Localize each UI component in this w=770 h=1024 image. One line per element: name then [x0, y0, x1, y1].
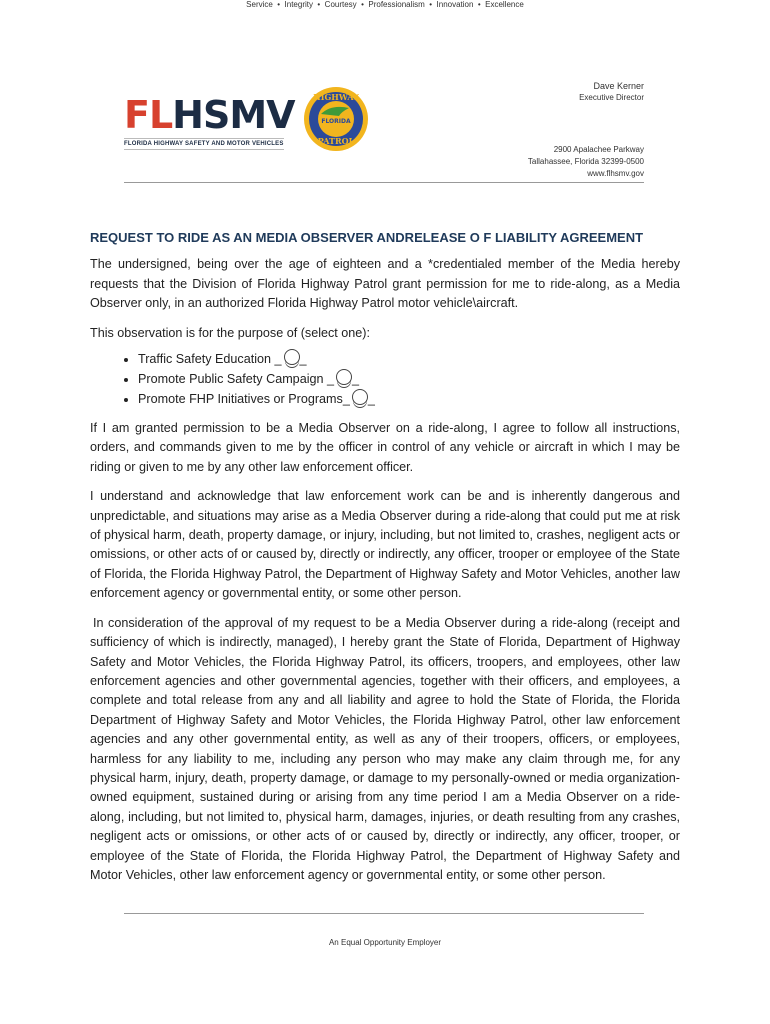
address-line1: 2900 Apalachee Parkway [553, 145, 644, 154]
director-name: Dave Kerner [593, 81, 644, 91]
radio-button[interactable] [284, 349, 300, 365]
option-traffic-safety: • Traffic Safety Education _ _ [138, 349, 680, 369]
footer-values: Service • Integrity • Courtesy • Professionalism • Innovation • Excellence [246, 0, 524, 9]
purpose-options [90, 349, 680, 409]
radio-button[interactable] [336, 369, 352, 385]
select-prompt: This observation is for the purpose of (select one): [90, 325, 371, 340]
svg-text:PATROL: PATROL [317, 136, 355, 146]
logo-wordmark: FLHSMV [124, 93, 295, 137]
radio-button[interactable] [352, 389, 368, 405]
footer-divider [124, 913, 644, 914]
logo-subtitle: FLORIDA HIGHWAY SAFETY AND MOTOR VEHICLES [124, 138, 284, 150]
website-link[interactable]: www.flhsmv.gov [587, 169, 644, 178]
option-fhp-initiatives: • Promote FHP Initiatives or Programs_ _ [138, 389, 680, 409]
intro-paragraph: The undersigned, being over the age of eighteen and a *credentialed member of the Media hereby requests that the Division of Florida Highway Patrol grant permission for me to ride-along, as a Media Observer only, in an authorized Florida Highway Patrol motor vehicle\aircraft. [90, 257, 680, 311]
address-block [528, 144, 644, 180]
highway-patrol-seal [303, 86, 369, 152]
director-block [579, 80, 644, 104]
document-title: REQUEST TO RIDE AS AN MEDIA OBSERVER ANDRELEASE O F LIABILITY AGREEMENT [90, 230, 644, 245]
agreement-paragraph: If I am granted permission to be a Media Observer on a ride-along, I agree to follow all instructions, orders, and commands given to me by the officer in control of any vehicle or aircraft in which I may be riding or given to me by any other law enforcement officer. [90, 421, 680, 474]
header-divider [124, 182, 644, 183]
svg-text:HIGHWAY: HIGHWAY [313, 92, 359, 102]
director-title: Executive Director [579, 93, 644, 102]
flhsmv-logo [124, 93, 295, 151]
option-public-safety: • Promote Public Safety Campaign _ _ [138, 369, 680, 389]
svg-text:FLORIDA: FLORIDA [321, 118, 351, 125]
acknowledgement-paragraph: I understand and acknowledge that law enforcement work can be and is inherently dangerous and unpredictable, and situations may arise as a Media Observer during a ride-along that could put me at risk of physical harm, death, property damage, or injury, including, but not limited to, crashes, negligent acts or omissions, or other acts of or caused by, directly or indirectly, any officer, trooper or employee of the State of Florida, the Florida Highway Patrol, the Department of Highway Safety and Motor Vehicles, another law enforcement agency or governmental entity, or some other person. [90, 489, 680, 601]
document-body [90, 228, 680, 895]
release-paragraph: In consideration of the approval of my request to be a Media Observer during a ride-along (receipt and sufficiency of which is indirectly, managed), I hereby grant the State of Florida, Department of Highway Safety and Motor Vehicles, the Florida Highway Patrol, its officers, troopers, and employees, other law enforcement agencies and other governmental agencies, together with their officers, and employees, a complete and total release from any and all liability and agree to hold the State of Florida, the Florida Department of Highway Safety and Motor Vehicles, the Florida Highway Patrol, other law enforcement agencies and any other governmental entity, as well as any of their troopers, officers, or employees, harmless for any liability to me, including any person who may make any claim through me, for any physical harm, injury, death, property damage, or damage to my personally-owned or media organization-owned equipment, sustained during or arising from any time period I am a Media Observer on a ride-along, including, but not limited to, physical harm, damages, injuries, or death resulting from any crashes, negligent acts or omissions, or other acts of or caused by, directly or indirectly, any officer, trooper, or employee of the State of Florida, the Florida Highway Patrol, the Department of Highway Safety and Motor Vehicles, other law enforcement agency or governmental entity, or some other person. [90, 615, 680, 882]
footer-eeo: An Equal Opportunity Employer [328, 938, 442, 947]
address-line2: Tallahassee, Florida 32399-0500 [527, 157, 644, 166]
